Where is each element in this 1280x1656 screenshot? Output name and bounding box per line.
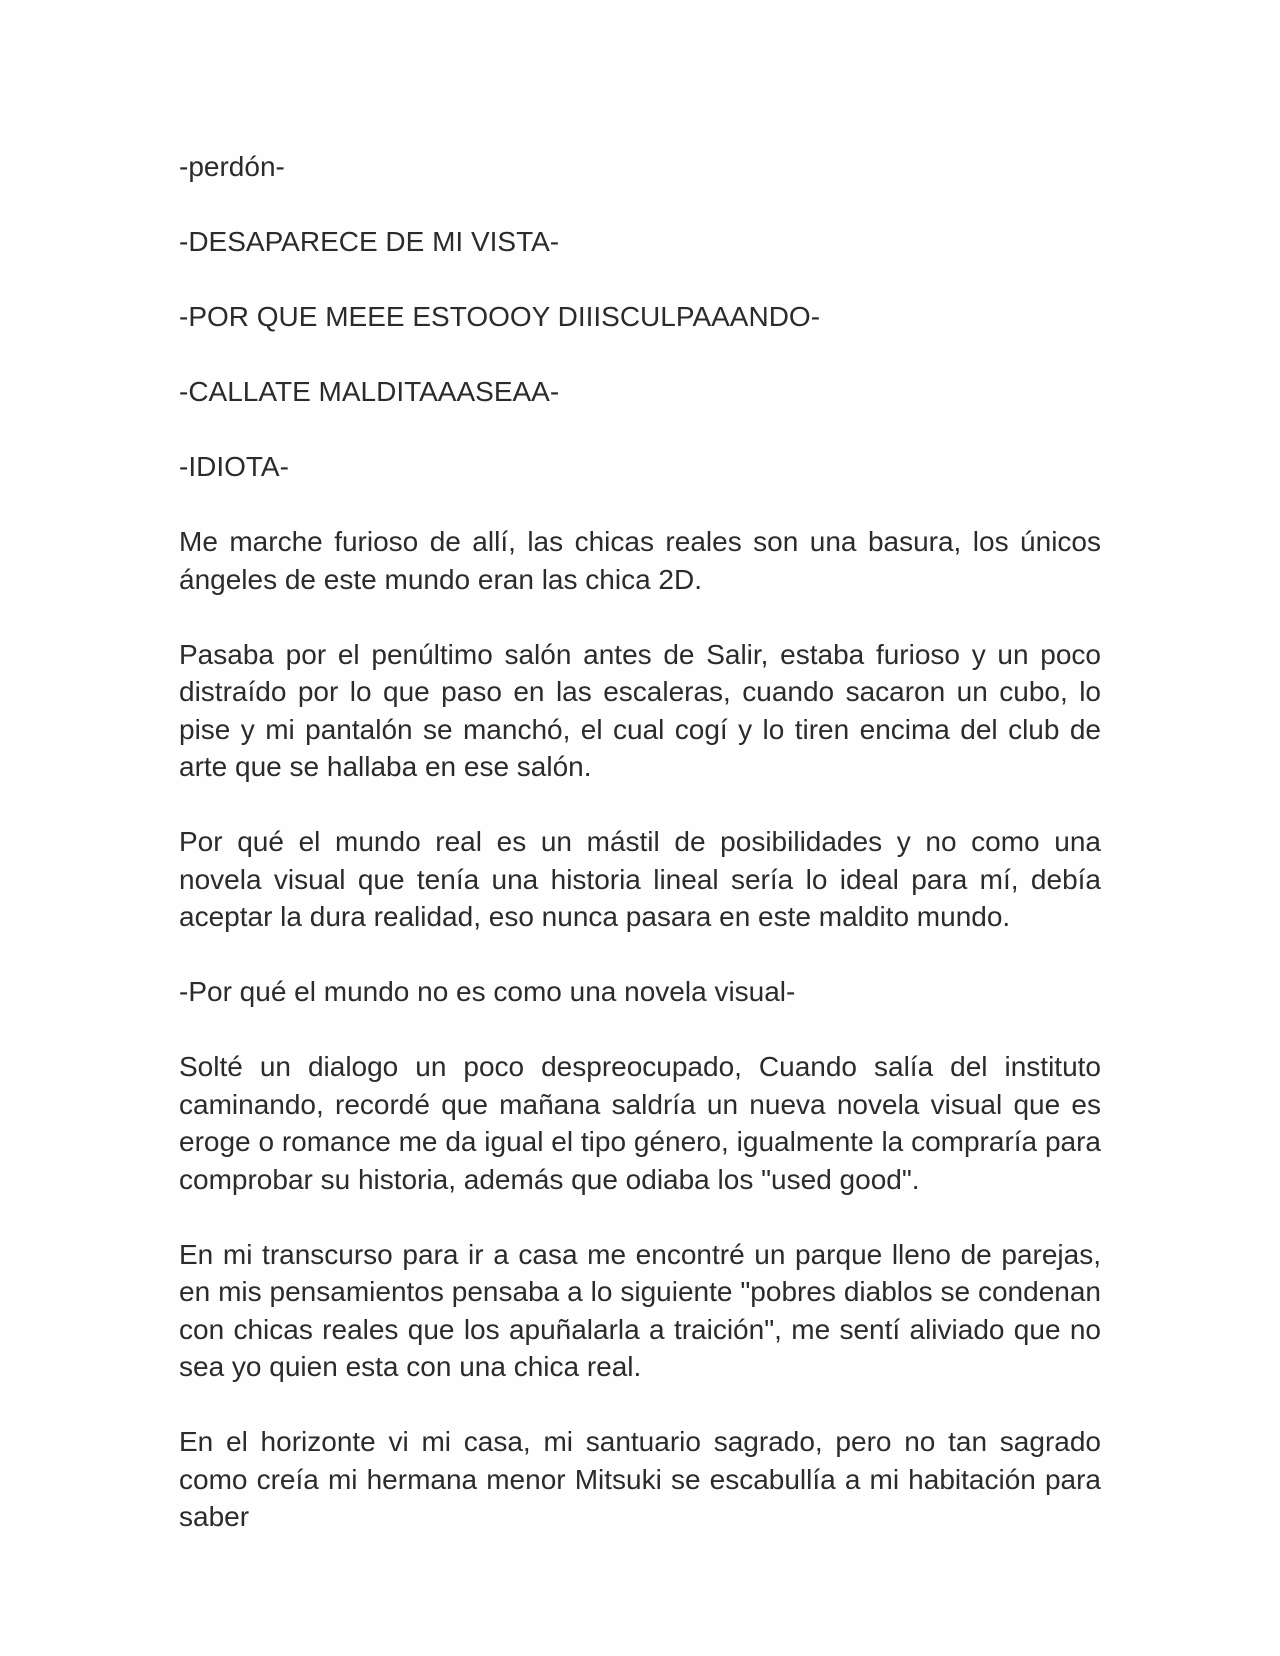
dialogue-line: -POR QUE MEEE ESTOOOY DIIISCULPAAANDO- — [179, 301, 821, 332]
dialogue-line: -DESAPARECE DE MI VISTA- — [179, 226, 560, 257]
dialogue-line: -IDIOTA- — [179, 451, 289, 482]
document-body — [179, 148, 1101, 1573]
dialogue-line: -CALLATE MALDITAAASEAA- — [179, 376, 560, 407]
dialogue-line: -perdón- — [179, 151, 285, 182]
narrative-paragraph: En el horizonte vi mi casa, mi santuario sagrado, pero no tan sagrado como creía mi hermana menor Mitsuki se escabullía a mi habitación para saber — [179, 1426, 1101, 1532]
narrative-paragraph: Solté un dialogo un poco despreocupado, Cuando salía del instituto caminando, recordé que mañana saldría un nueva novela visual que es eroge o romance me da igual el tipo género, igualmente la compraría para comprobar su historia, además que odiaba los "used good". — [179, 1051, 1101, 1195]
narrative-paragraph: Por qué el mundo real es un mástil de posibilidades y no como una novela visual que tenía una historia lineal sería lo ideal para mí, debía aceptar la dura realidad, eso nunca pasara en este maldito mundo. — [179, 826, 1101, 932]
narrative-paragraph: En mi transcurso para ir a casa me encontré un parque lleno de parejas, en mis pensamientos pensaba a lo siguiente "pobres diablos se condenan con chicas reales que los apuñalarla a traición", me sentí aliviado que no sea yo quien esta con una chica real. — [179, 1238, 1101, 1382]
dialogue-line: -Por qué el mundo no es como una novela visual- — [179, 976, 796, 1007]
narrative-paragraph: Me marche furioso de allí, las chicas reales son una basura, los únicos ángeles de este mundo eran las chica 2D. — [179, 526, 1101, 595]
narrative-paragraph: Pasaba por el penúltimo salón antes de Salir, estaba furioso y un poco distraído por lo que paso en las escaleras, cuando sacaron un cubo, lo pise y mi pantalón se manchó, el cual cogí y lo tiren encima del club de arte que se hallaba en ese salón. — [179, 638, 1101, 782]
